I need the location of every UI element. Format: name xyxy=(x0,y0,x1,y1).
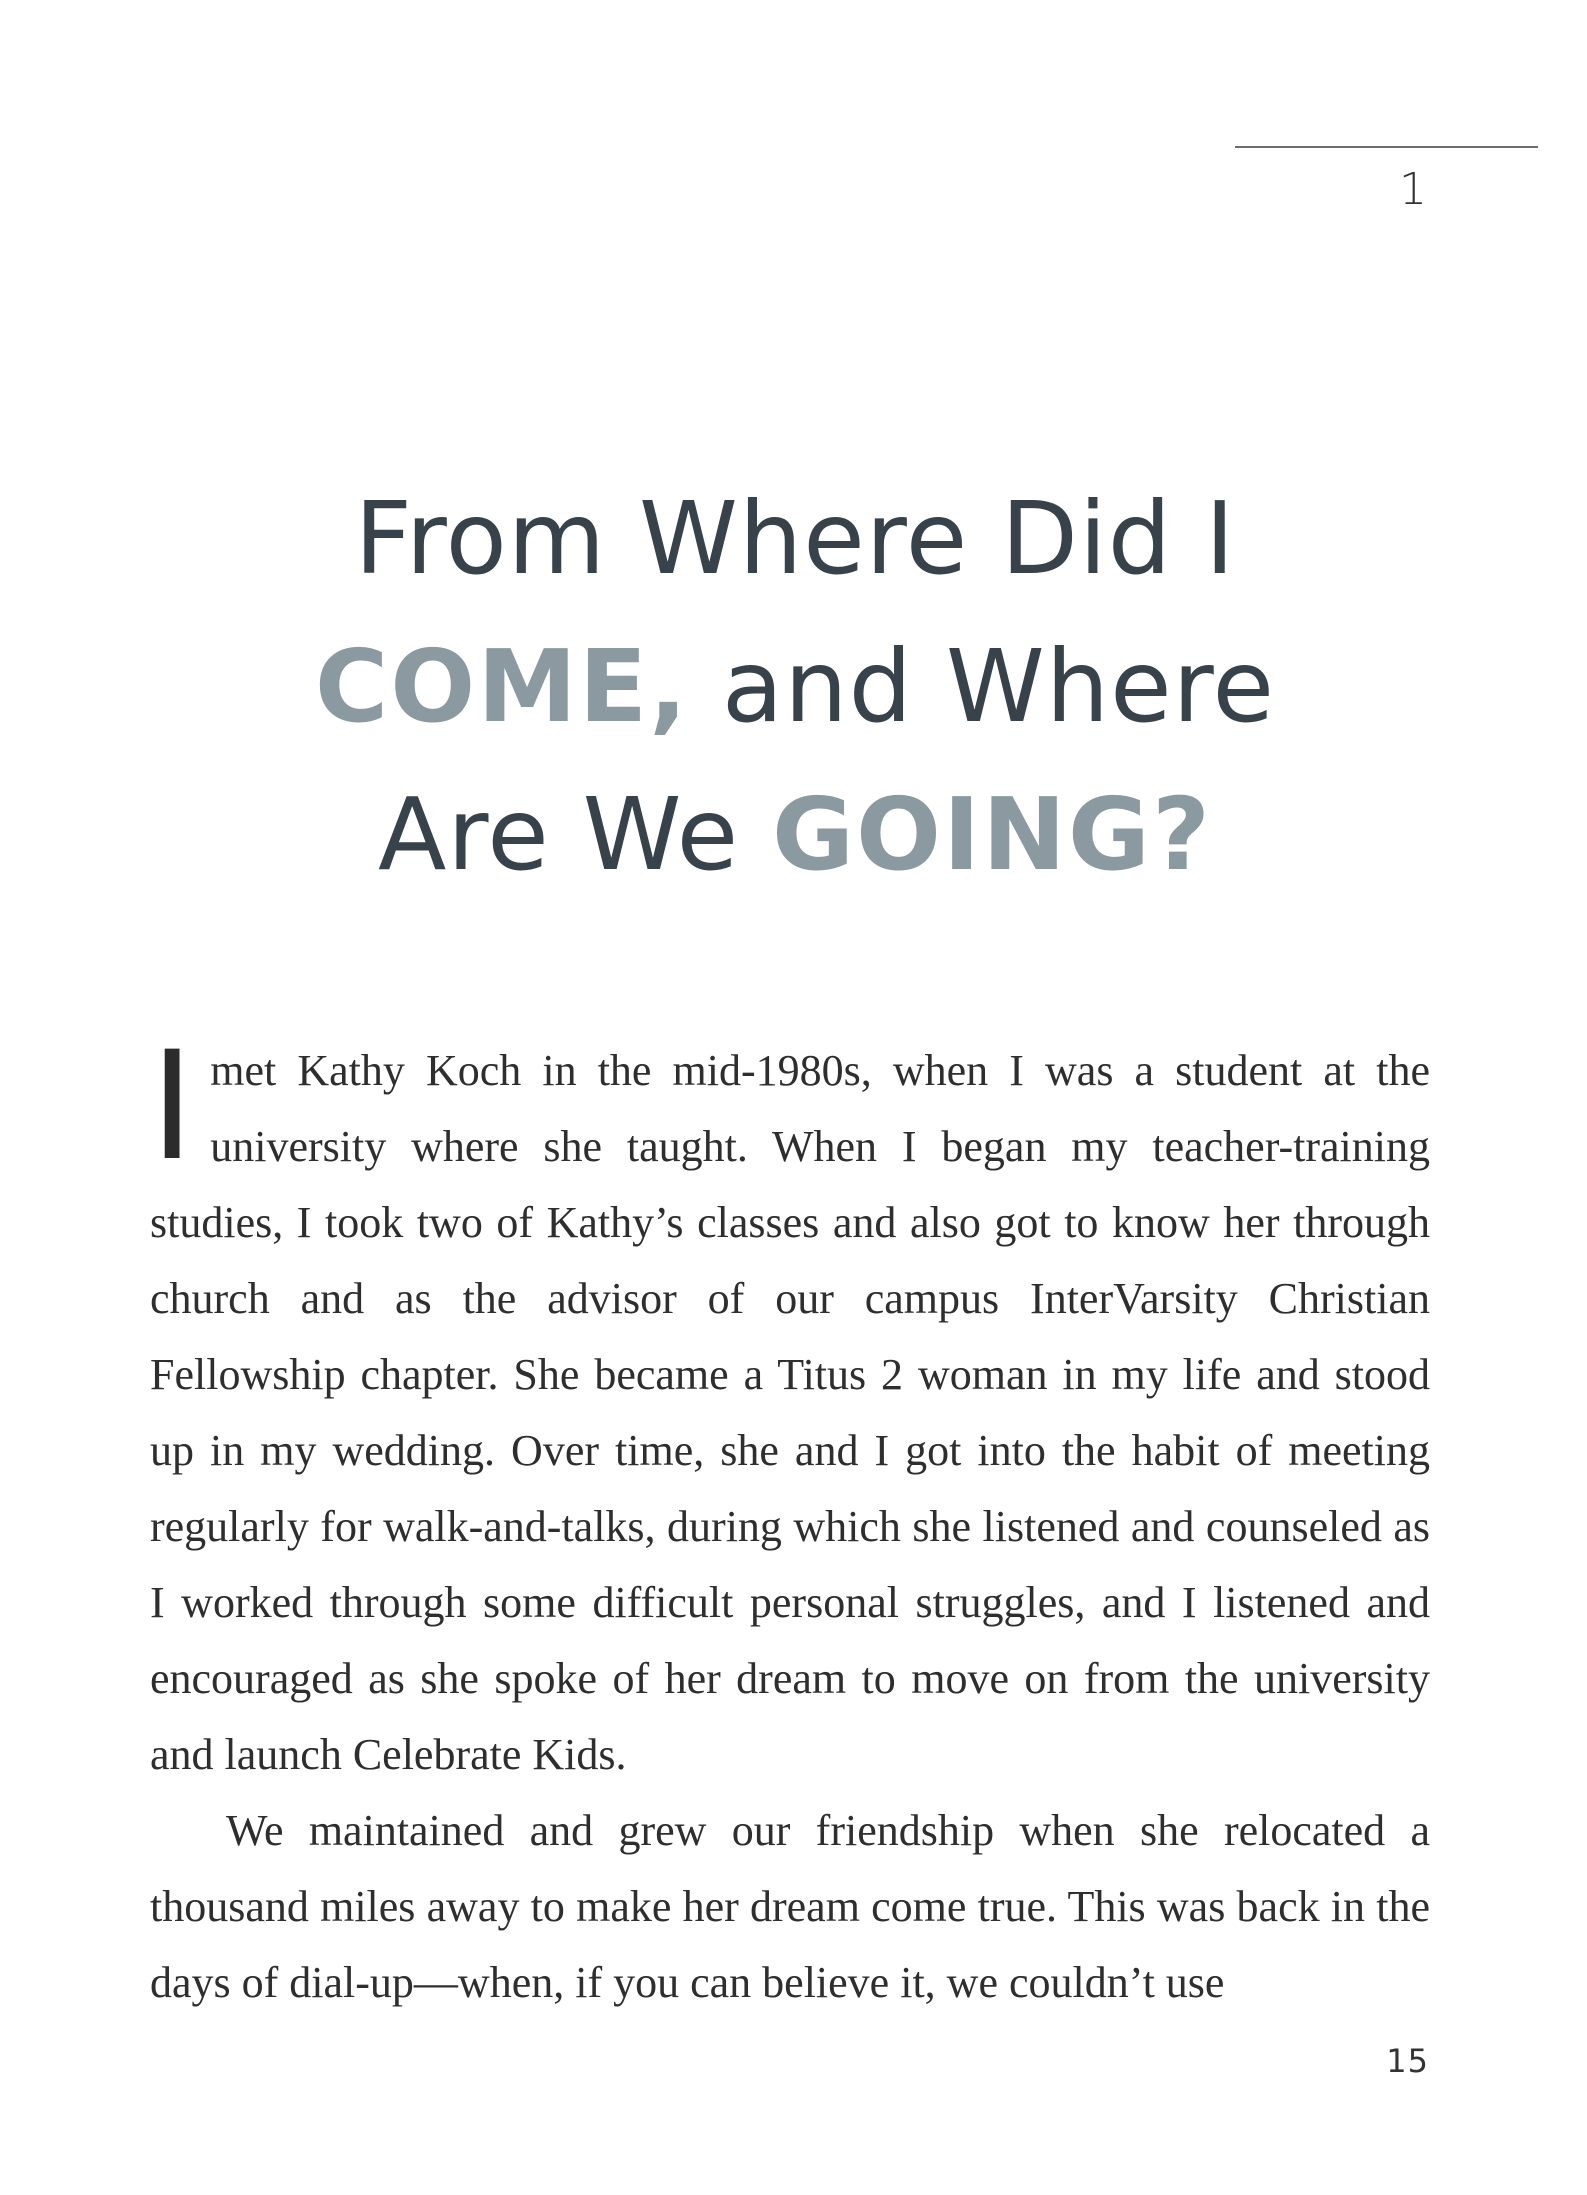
title-accent-come: COME, xyxy=(314,628,690,745)
body-text xyxy=(150,1020,1430,2021)
title-line-2 xyxy=(150,613,1440,761)
title-accent-going: GOING? xyxy=(771,776,1213,893)
chapter-rule xyxy=(1235,146,1538,148)
drop-cap: I xyxy=(150,1020,195,1194)
chapter-title xyxy=(150,465,1440,909)
title-line-1: From Where Did I xyxy=(354,480,1236,597)
chapter-number: 1 xyxy=(1399,164,1427,215)
paragraph-2: We maintained and grew our friendship when she relocated a thousand miles away to make her dream come true. This was back in the days of dial-up—when, if you can believe it, we couldn’t use xyxy=(150,1806,1430,2007)
paragraph-1 xyxy=(150,1020,1430,1793)
page-number: 15 xyxy=(1386,2042,1429,2080)
title-line-3-start: Are We xyxy=(377,776,772,893)
title-line-3 xyxy=(150,761,1440,909)
paragraph-1-text: met Kathy Koch in the mid-1980s, when I was a student at the university where she taught. When I began my teacher-training studies, I took two of Kathy’s classes and also got to know her through church and as the advisor of our campus InterVarsity Christian Fellowship chapter. She became a Titus 2 woman in my life and stood up in my wedding. Over time, she and I got into the habit of meeting regularly for walk-and-talks, during which she listened and counseled as I worked through some difficult personal struggles, and I listened and encouraged as she spoke of her dream to move on from the university and launch Celebrate Kids. xyxy=(150,1046,1430,1779)
title-line-2-rest: and Where xyxy=(689,628,1276,745)
